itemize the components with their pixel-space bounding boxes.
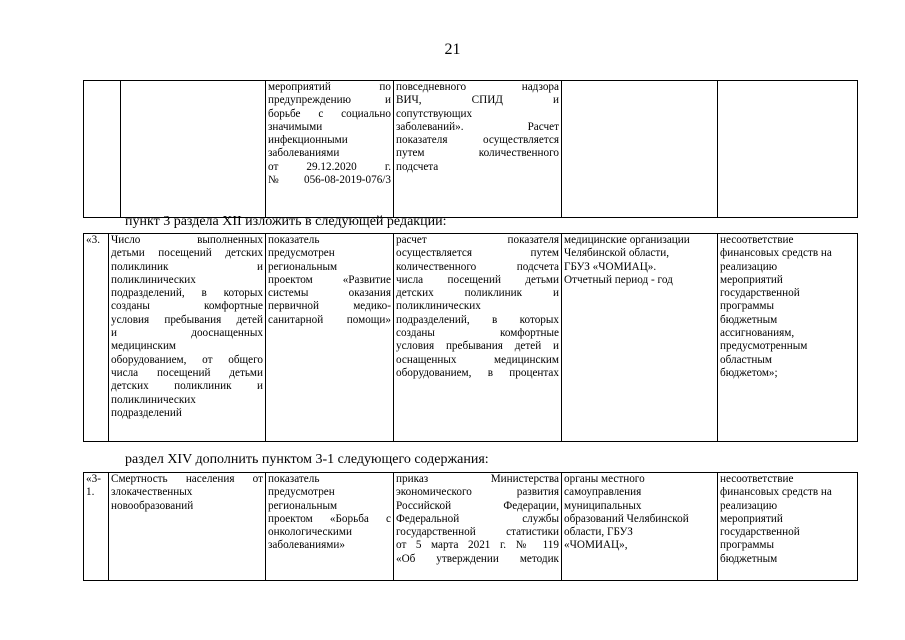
cell-line: мероприятий <box>720 273 783 286</box>
cell-line: предусмотренным <box>720 340 808 353</box>
cell-line: поликлинических <box>396 300 481 313</box>
cell-line: новообразований <box>111 499 194 512</box>
cell-line: бюджетным <box>720 552 778 565</box>
cell-line: показатель <box>268 473 320 485</box>
table-row <box>84 81 858 218</box>
cell-line: расчет показателя <box>396 234 559 246</box>
cell-line: предусмотрен <box>268 486 335 499</box>
page-number: 21 <box>444 41 461 58</box>
cell-line: и дооснащенных <box>111 327 263 340</box>
cell-line: ВИЧ, СПИД и <box>396 94 559 107</box>
cell-line: ассигнованиям, <box>720 327 795 340</box>
cell-responsible <box>562 81 718 218</box>
section-caption: пункт 3 раздела XII изложить в следующей редакции: <box>125 214 447 229</box>
cell-line: экономического развития <box>396 486 559 499</box>
cell-risk <box>718 234 858 442</box>
cell-line: показателя осуществляется <box>396 134 559 147</box>
cell-line: подсчета <box>396 160 439 173</box>
cell-line: мероприятий <box>720 512 783 525</box>
table-item-3-1 <box>83 472 858 581</box>
cell-line: показатель <box>268 234 320 246</box>
cell-line: проектом «Борьба с <box>268 512 391 525</box>
cell-line: государственной <box>720 526 800 539</box>
cell-line: региональным <box>268 499 338 512</box>
cell-line: борьбе с социально <box>268 107 391 120</box>
cell-line: Российской Федерации, <box>396 499 559 512</box>
cell-line: путем количественного <box>396 147 559 160</box>
cell-line: Смертность населения от <box>111 473 263 485</box>
cell-line: бюджетным <box>720 313 778 326</box>
cell-line: несоответствие <box>720 473 794 485</box>
cell-line: ГБУЗ «ЧОМИАЦ». <box>564 260 657 273</box>
cell-line: заболеваниями <box>268 147 340 160</box>
cell-risk <box>718 473 858 581</box>
table-row <box>84 234 858 442</box>
cell-line: условия пребывания детей <box>111 313 263 326</box>
cell-line: количественного подсчета <box>396 260 559 273</box>
cell-line: системы оказания <box>268 287 391 300</box>
cell-line: образований Челябинской <box>564 512 689 525</box>
cell-line: от 29.12.2020 г. <box>268 160 391 173</box>
cell-line: созданы комфортные <box>396 327 559 340</box>
cell-responsible <box>562 234 718 442</box>
cell-line: несоответствие <box>720 234 794 246</box>
cell-method <box>394 81 562 218</box>
cell-line: государственной <box>720 287 800 300</box>
cell-line: первичной медико- <box>268 300 391 313</box>
cell-line: оборудованием, в процентах <box>396 366 559 379</box>
cell-line: мероприятий по <box>268 81 391 93</box>
cell-line: онкологическими <box>268 526 352 539</box>
cell-line: № 056-08-2019-076/3 <box>268 174 391 187</box>
table-item-3 <box>83 233 858 442</box>
cell-line: «Об утверждении методик <box>396 552 559 565</box>
section-caption: раздел XIV дополнить пунктом 3-1 следующего содержания: <box>125 452 489 467</box>
cell-indicator <box>109 234 266 442</box>
cell-line: оборудованием, от общего <box>111 353 263 366</box>
cell-line: заболеваниями» <box>268 539 345 552</box>
cell-line: числа посещений детьми <box>111 366 263 379</box>
cell-line: программы <box>720 539 774 552</box>
cell-line: органы местного <box>564 473 645 485</box>
cell-responsible <box>562 473 718 581</box>
cell-line: Число выполненных <box>111 234 263 246</box>
cell-line: предусмотрен <box>268 247 335 260</box>
cell-line: региональным <box>268 260 338 273</box>
cell-number: «3. <box>84 234 109 442</box>
cell-line: Федеральной службы <box>396 512 559 525</box>
cell-line: Отчетный период - год <box>564 273 673 286</box>
cell-line: реализацию <box>720 499 778 512</box>
cell-line: санитарной помощи» <box>268 313 391 326</box>
cell-line: областным <box>720 353 772 366</box>
cell-line: поликлинических <box>111 393 196 406</box>
cell-number: «3-1. <box>84 473 109 581</box>
cell-line: программы <box>720 300 774 313</box>
cell-line: созданы комфортные <box>111 300 263 313</box>
table-row <box>84 473 858 581</box>
cell-method <box>394 234 562 442</box>
cell-indicator <box>109 473 266 581</box>
cell-method <box>394 473 562 581</box>
cell-line: от 5 марта 2021 г. № 119 <box>396 539 559 552</box>
cell-line: сопутствующих <box>396 107 473 120</box>
cell-line: злокачественных <box>111 486 193 499</box>
cell-line: самоуправления <box>564 486 642 499</box>
cell-line: реализацию <box>720 260 778 273</box>
cell-line: подразделений <box>111 406 182 419</box>
cell-line: подразделений, в которых <box>111 287 263 300</box>
cell-risk <box>718 81 858 218</box>
cell-line: медицинские организации <box>564 234 690 246</box>
table-continued <box>83 80 858 218</box>
cell-line: значимыми <box>268 120 323 133</box>
cell-line: детских поликлиник и <box>396 287 559 300</box>
cell-indicator <box>121 81 266 218</box>
cell-number <box>84 81 121 218</box>
cell-line: финансовых средств на <box>720 247 832 260</box>
cell-line: проектом «Развитие <box>268 273 391 286</box>
cell-line: заболеваний». Расчет <box>396 120 559 133</box>
cell-source <box>266 473 394 581</box>
cell-line: области, ГБУЗ <box>564 526 633 539</box>
cell-line: Челябинской области, <box>564 247 670 260</box>
cell-source <box>266 81 394 218</box>
cell-line: поликлиник и <box>111 260 263 273</box>
cell-line: государственной статистики <box>396 526 559 539</box>
cell-source <box>266 234 394 442</box>
cell-line: финансовых средств на <box>720 486 832 499</box>
cell-line: детьми посещений детских <box>111 247 263 260</box>
cell-line: поликлинических <box>111 273 196 286</box>
cell-line: предупреждению и <box>268 94 391 107</box>
cell-line: условия пребывания детей и <box>396 340 559 353</box>
cell-line: инфекционными <box>268 134 348 147</box>
cell-line: детских поликлиник и <box>111 380 263 393</box>
cell-line: оснащенных медицинским <box>396 353 559 366</box>
cell-line: медицинским <box>111 340 177 353</box>
cell-line: числа посещений детьми <box>396 273 559 286</box>
cell-line: осуществляется путем <box>396 247 559 260</box>
cell-line: «ЧОМИАЦ», <box>564 539 628 552</box>
cell-line: подразделений, в которых <box>396 313 559 326</box>
cell-line: приказ Министерства <box>396 473 559 485</box>
cell-line: бюджетом»; <box>720 366 778 379</box>
cell-line: повседневного надзора <box>396 81 559 93</box>
cell-line: муниципальных <box>564 499 642 512</box>
